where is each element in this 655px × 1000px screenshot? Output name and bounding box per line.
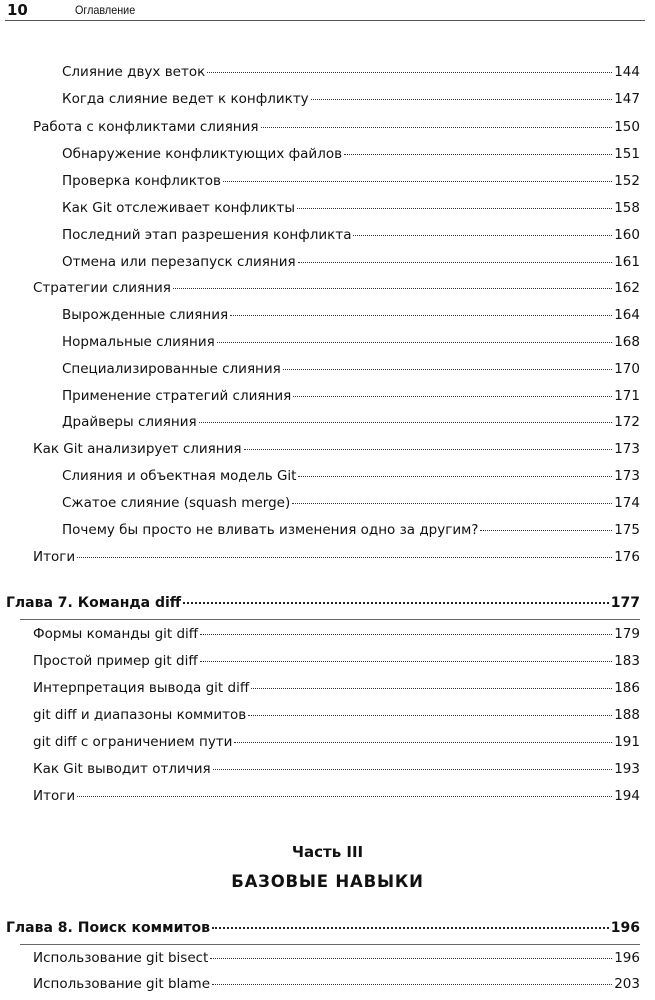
- leader-dots: [77, 796, 612, 797]
- toc-entry[interactable]: [62, 307, 640, 323]
- toc-entry[interactable]: [62, 254, 640, 270]
- toc-entry[interactable]: [62, 468, 640, 484]
- chapter-title: Глава 7. Команда diff: [6, 595, 182, 611]
- leader-dots: [251, 688, 612, 689]
- chapter-7-entry[interactable]: [6, 595, 640, 611]
- toc-entry-title: Вырожденные слияния: [62, 307, 229, 323]
- leader-dots: [200, 661, 613, 662]
- toc-entry-page: 175: [614, 522, 640, 538]
- part-title: БАЗОВЫЕ НАВЫКИ: [231, 872, 424, 891]
- toc-entry-title: Как Git отслеживает конфликты: [62, 200, 296, 216]
- toc-entry-title: Сжатое слияние (squash merge): [62, 495, 291, 511]
- toc-entry-title: Использование git blame: [33, 976, 211, 992]
- leader-dots: [200, 634, 612, 635]
- toc-entry-title: Итоги: [33, 788, 76, 804]
- toc-entry-title: Специализированные слияния: [62, 361, 281, 377]
- toc-entry[interactable]: [33, 976, 640, 992]
- toc-entry-title: Как Git анализирует слияния: [33, 441, 242, 457]
- leader-dots: [234, 742, 612, 743]
- toc-entry-page: 162: [614, 280, 640, 296]
- leader-dots: [293, 396, 612, 397]
- toc-entry[interactable]: [62, 91, 640, 107]
- toc-entry-page: 164: [614, 307, 640, 323]
- toc-entry-title: Последний этап разрешения конфликта: [62, 227, 352, 243]
- toc-entry[interactable]: [33, 626, 640, 642]
- toc-entry[interactable]: [33, 653, 640, 669]
- toc-entry-title: Интерпретация вывода git diff: [33, 680, 250, 696]
- toc-entry-page: 151: [614, 146, 640, 162]
- toc-entry[interactable]: [62, 334, 640, 350]
- toc-entry-title: Работа с конфликтами слияния: [33, 119, 259, 135]
- toc-entry-title: Слияние двух веток: [62, 64, 206, 80]
- toc-entry-title: Стратегии слияния: [33, 280, 171, 296]
- leader-dots: [353, 235, 612, 236]
- toc-entry-title: Отмена или перезапуск слияния: [62, 254, 296, 270]
- leader-dots: [297, 208, 612, 209]
- toc-entry-title: Применение стратегий слияния: [62, 388, 292, 404]
- chapter-rule: [20, 619, 640, 620]
- toc-entry-title: Слияния и объектная модель Git: [62, 468, 297, 484]
- toc-entry-page: 171: [614, 388, 640, 404]
- toc-entry[interactable]: [33, 761, 640, 777]
- leader-dots: [261, 127, 613, 128]
- toc-entry[interactable]: [62, 361, 640, 377]
- toc-entry-page: 186: [614, 680, 640, 696]
- toc-entry[interactable]: [62, 414, 640, 430]
- part-label: Часть III: [291, 843, 364, 861]
- leader-dots: [230, 315, 612, 316]
- toc-entry-page: 158: [614, 200, 640, 216]
- toc-entry-page: 160: [614, 227, 640, 243]
- chapter-8-entry[interactable]: [6, 920, 640, 936]
- toc-entry[interactable]: [33, 441, 640, 457]
- leader-dots: [77, 557, 612, 558]
- toc-entry-page: 173: [614, 441, 640, 457]
- toc-entry-title: Как Git выводит отличия: [33, 761, 211, 777]
- leader-dots: [213, 769, 613, 770]
- toc-entry-page: 203: [614, 976, 640, 992]
- toc-entry-page: 147: [614, 91, 640, 107]
- toc-entry-title: Нормальные слияния: [62, 334, 215, 350]
- toc-entry-page: 191: [614, 734, 640, 750]
- leader-dots: [244, 449, 613, 450]
- leader-dots: [207, 72, 612, 73]
- toc-entry-title: Почему бы просто не вливать изменения одно за другим?: [62, 522, 479, 538]
- toc-entry[interactable]: [62, 495, 640, 511]
- leader-dots: [199, 422, 613, 423]
- toc-entry[interactable]: [33, 549, 640, 565]
- toc-entry[interactable]: [62, 522, 640, 538]
- leader-dots: [283, 369, 612, 370]
- running-header: [5, 0, 645, 21]
- leader-dots: [311, 99, 613, 100]
- toc-entry-title: git diff и диапазоны коммитов: [33, 707, 247, 723]
- toc-entry[interactable]: [62, 64, 640, 80]
- leader-dots: [480, 530, 612, 531]
- toc-entry-page: 183: [614, 653, 640, 669]
- toc-entry[interactable]: [33, 734, 640, 750]
- toc-entry-page: 193: [614, 761, 640, 777]
- toc-entry-page: 144: [614, 64, 640, 80]
- toc-entry-page: 172: [614, 414, 640, 430]
- leader-dots: [298, 262, 613, 263]
- toc-entry-title: Проверка конфликтов: [62, 173, 221, 189]
- leader-dots: [292, 503, 612, 504]
- leader-dots: [217, 342, 612, 343]
- toc-entry[interactable]: [62, 200, 640, 216]
- toc-entry-title: git diff с ограничением пути: [33, 734, 233, 750]
- toc-entry[interactable]: [62, 173, 640, 189]
- leader-dots: [212, 927, 609, 929]
- leader-dots: [344, 154, 612, 155]
- toc-entry-page: 173: [614, 468, 640, 484]
- toc-entry-page: 179: [614, 626, 640, 642]
- toc-entry-page: 170: [614, 361, 640, 377]
- leader-dots: [210, 958, 612, 959]
- toc-entry-page: 196: [614, 950, 640, 966]
- toc-entry-page: 150: [614, 119, 640, 135]
- toc-entry[interactable]: [33, 950, 640, 966]
- toc-entry-title: Простой пример git diff: [33, 653, 198, 669]
- toc-entry-title: Драйверы слияния: [62, 414, 197, 430]
- toc-entry-page: 176: [614, 549, 640, 565]
- leader-dots: [298, 476, 612, 477]
- running-title: Оглавление: [75, 3, 136, 17]
- toc-entry[interactable]: [62, 227, 640, 243]
- toc-entry[interactable]: [62, 388, 640, 404]
- toc-entry-page: 194: [614, 788, 640, 804]
- leader-dots: [248, 715, 612, 716]
- toc-entry-title: Когда слияние ведет к конфликту: [62, 91, 309, 107]
- leader-dots: [173, 288, 612, 289]
- chapter-page: 196: [610, 920, 640, 936]
- toc-entry-title: Итоги: [33, 549, 76, 565]
- toc-entry[interactable]: [62, 146, 640, 162]
- toc-entry-page: 152: [614, 173, 640, 189]
- chapter-title: Глава 8. Поиск коммитов: [6, 920, 210, 936]
- toc-entry[interactable]: [33, 119, 640, 135]
- toc-entry-page: 188: [614, 707, 640, 723]
- toc-entry-title: Формы команды git diff: [33, 626, 199, 642]
- page-number: 10: [7, 1, 28, 19]
- leader-dots: [223, 181, 612, 182]
- chapter-page: 177: [610, 595, 640, 611]
- leader-dots: [183, 602, 609, 604]
- toc-entry-title: Обнаружение конфликтующих файлов: [62, 146, 343, 162]
- toc-entry[interactable]: [33, 280, 640, 296]
- toc-entry-page: 168: [614, 334, 640, 350]
- toc-entry-title: Использование git bisect: [33, 950, 209, 966]
- chapter-rule: [20, 944, 640, 945]
- toc-entry-page: 174: [614, 495, 640, 511]
- toc-entry-page: 161: [614, 254, 640, 270]
- toc-entry[interactable]: [33, 680, 640, 696]
- toc-entry[interactable]: [33, 707, 640, 723]
- leader-dots: [212, 984, 612, 985]
- toc-entry[interactable]: [33, 788, 640, 804]
